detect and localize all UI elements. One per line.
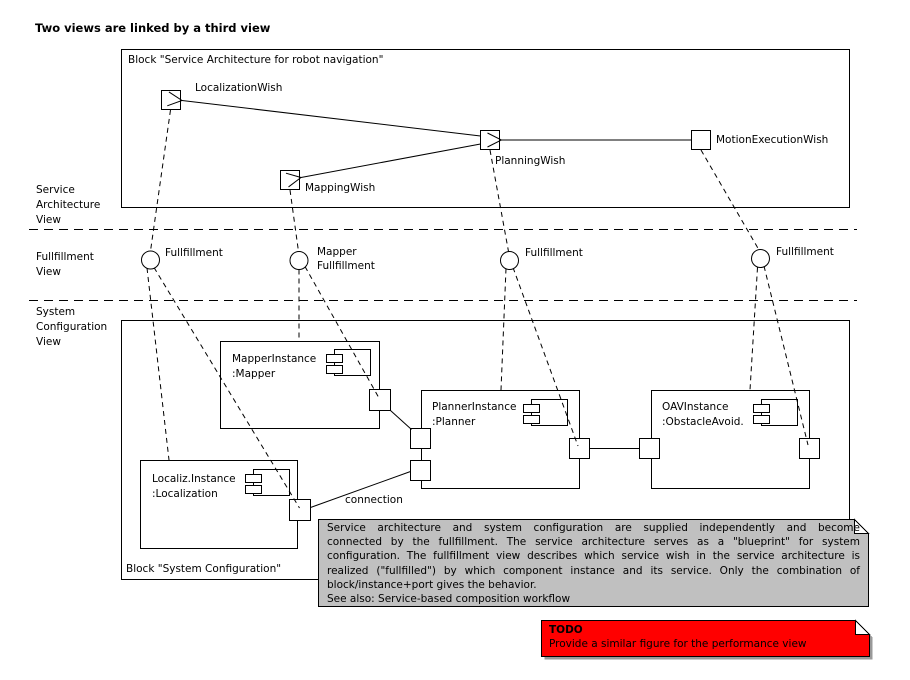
port-planner-left-bottom <box>411 461 431 481</box>
fullfillment-label-line: Mapper <box>317 246 357 258</box>
component-icon-planner <box>524 400 568 426</box>
arrow-planning-to-localization <box>182 101 481 137</box>
note-todo-fold-icon <box>856 621 870 635</box>
fullfillment-label-3 <box>525 246 583 260</box>
note-todo-body: Provide a similar figure for the performance view <box>549 638 807 650</box>
planner-instance-label <box>432 400 516 430</box>
fullfillment-label-line: Fullfillment <box>165 247 223 259</box>
port-oav-right <box>800 439 820 459</box>
instance-type: :ObstacleAvoid. <box>662 416 744 428</box>
oav-instance-label <box>662 400 744 430</box>
port-planner-left-top <box>411 429 431 449</box>
component-icon-localization <box>246 470 290 496</box>
dashed-mappingwish-circle2 <box>290 190 299 252</box>
note-line: Service architecture and system configuration are supplied independently and become <box>327 522 860 534</box>
fullfillment-label-line: Fullfillment <box>317 260 375 272</box>
fullfillment-label-line: Fullfillment <box>525 247 583 259</box>
port-label-planningwish: PlanningWish <box>495 155 566 167</box>
band-label-line: View <box>36 266 61 278</box>
port-localizationwish <box>162 91 181 110</box>
fullfillment-circle-3 <box>501 252 519 270</box>
service-architecture-block-outline <box>122 50 850 208</box>
instance-type: :Planner <box>432 416 476 428</box>
note-line: block/instance+port gives the behavior. <box>327 578 537 591</box>
band-label-line: View <box>36 214 61 226</box>
port-motionexecutionwish <box>692 131 711 150</box>
port-mappingwish <box>281 171 300 190</box>
service-architecture-block-title: Block "Service Architecture for robot navigation" <box>128 54 384 66</box>
note-line: realized ("fullfilled") by which component instance and its service. Only the combination of <box>327 564 860 577</box>
port-mapper-instance <box>370 390 391 411</box>
band-label-system-configuration <box>36 305 107 350</box>
port-planningwish <box>481 131 500 150</box>
link-mapperport-plannerport <box>391 411 412 430</box>
port-planner-right <box>570 439 590 459</box>
instance-type: :Mapper <box>232 368 276 380</box>
arrow-planning-to-mapping <box>301 144 481 178</box>
instance-name: Localiz.Instance <box>152 473 236 485</box>
band-label-line: View <box>36 336 61 348</box>
band-label-service-architecture <box>36 183 100 228</box>
port-localization-instance <box>290 500 311 521</box>
band-label-line: Service <box>36 184 75 196</box>
band-label-line: Fullfillment <box>36 251 94 263</box>
fullfillment-label-line: Fullfillment <box>776 246 834 258</box>
note-line: See also: Service-based composition workflow <box>327 593 571 606</box>
fullfillment-circle-2 <box>290 252 308 270</box>
dashed-motionexecutionwish-circle4 <box>701 150 759 250</box>
instance-type: :Localization <box>152 488 218 500</box>
note-todo-title: TODO <box>549 624 583 636</box>
system-configuration-block-title: Block "System Configuration" <box>126 563 282 575</box>
fullfillment-circle-4 <box>752 250 770 268</box>
band-label-line: Architecture <box>36 199 101 211</box>
band-label-line: System <box>36 306 76 318</box>
port-oav-left <box>640 439 660 459</box>
connection-label: connection <box>345 494 403 506</box>
dashed-circle4-oav-box <box>750 268 758 391</box>
port-label-localizationwish: LocalizationWish <box>195 82 283 94</box>
band-label-fullfillment <box>36 250 94 280</box>
instance-name: PlannerInstance <box>432 401 517 413</box>
port-label-mappingwish: MappingWish <box>305 182 376 194</box>
localization-instance-label <box>152 472 236 502</box>
fullfillment-circle-1 <box>142 251 160 269</box>
fullfillment-label-2 <box>317 245 375 273</box>
instance-name: OAVInstance <box>662 401 729 413</box>
instance-name: MapperInstance <box>232 353 317 365</box>
note-todo-text <box>549 623 807 651</box>
page-title: Two views are linked by a third view <box>35 21 271 35</box>
fullfillment-label-1 <box>165 246 223 260</box>
port-label-motionexecutionwish: MotionExecutionWish <box>716 134 829 146</box>
dashed-circle1-localization-box <box>147 268 169 460</box>
band-label-line: Configuration <box>36 321 108 333</box>
mapper-instance-label <box>232 352 316 382</box>
fullfillment-label-4 <box>776 245 834 259</box>
component-icon-oav <box>754 400 798 426</box>
note-description-text <box>327 521 860 606</box>
note-line: connected by the fullfillment. The service architecture serves as a "blueprint" for system <box>327 536 860 549</box>
dashed-circle3-planner-box <box>501 269 506 391</box>
note-line: configuration. The fullfillment view describes which service wish in the service architecture is <box>327 550 860 563</box>
